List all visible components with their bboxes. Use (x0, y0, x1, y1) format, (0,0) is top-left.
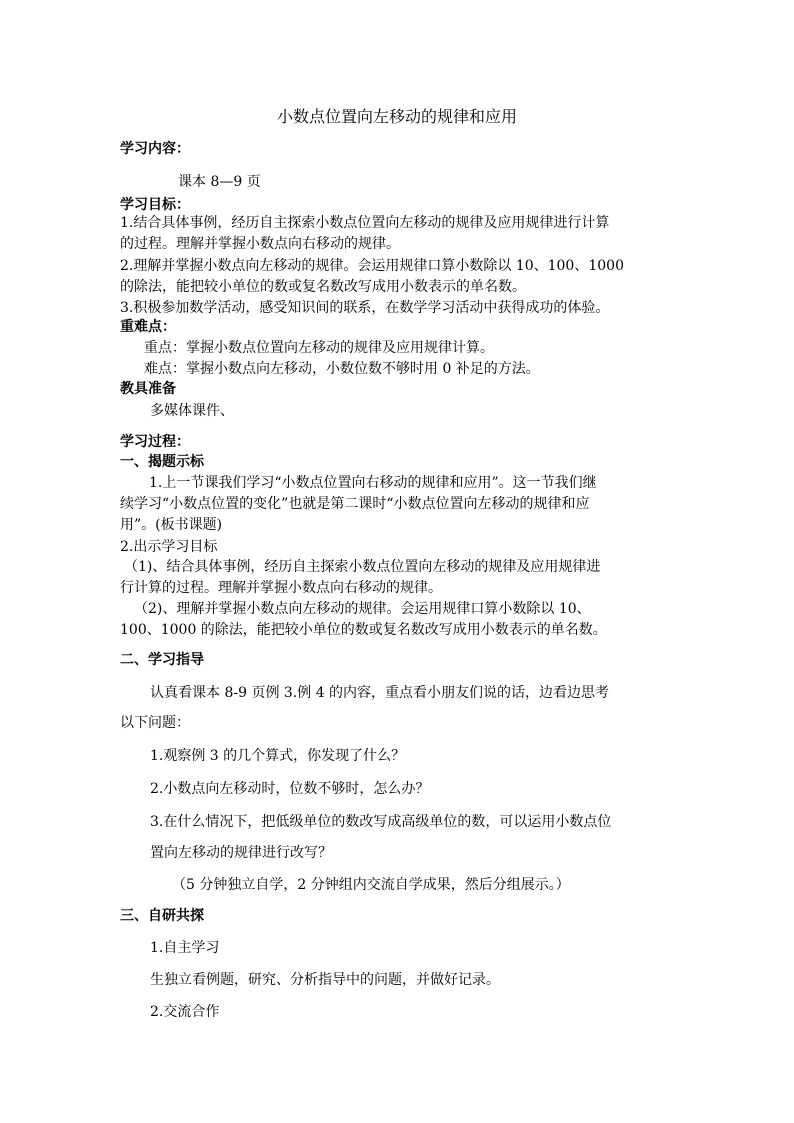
section-2-intro-line-1: 认真看课本 8-9 页例 3.例 4 的内容，重点看小朋友们说的话，边看边思考 (150, 685, 610, 701)
page-title: 小数点位置向左移动的规律和应用 (276, 107, 517, 126)
goal-1-line-2: 的过程。理解并掌握小数点向右移动的规律。 (120, 236, 400, 252)
section-2-heading: 二、学习指导 (120, 652, 204, 668)
section-2-question-3-line-2: 置向左移动的规律进行改写？ (150, 845, 332, 861)
section-3-item-2: 2.交流合作 (150, 1004, 220, 1020)
goal-2-line-1: 2.理解并掌握小数点向左移动的规律。会运用规律口算小数除以 10、100、1000 (120, 258, 624, 274)
section-1-goal-1-line-1: （1)、结合具体事例，经历自主探索小数点位置向左移动的规律及应用规律进 (124, 559, 601, 575)
section-2-question-3-line-1: 3.在什么情况下，把低级单位的数改写成高级单位的数，可以运用小数点位 (150, 814, 612, 830)
difficult-point: 难点：掌握小数点向左移动，小数位数不够时用 0 补足的方法。 (144, 361, 540, 377)
prep-heading: 教具准备 (120, 381, 176, 397)
keypoints-heading: 重难点： (120, 319, 176, 335)
section-2-note: （5 分钟独立自学，2 分钟组内交流自学成果，然后分组展示。） (172, 877, 570, 893)
goal-3: 3.积极参加数学活动，感受知识间的联系，在数学学习活动中获得成功的体验。 (120, 300, 610, 316)
process-heading: 学习过程： (120, 434, 190, 450)
goal-2-line-2: 的除法，能把较小单位的数或复名数改写成用小数表示的单名数。 (120, 279, 526, 295)
section-3-heading: 三、自研共探 (120, 908, 204, 924)
section-1-paragraph-line-3: 用”。(板书课题) (120, 517, 223, 533)
section-1-paragraph-line-1: 1.上一节课我们学习“小数点位置向右移动的规律和应用”。这一节我们继 (149, 475, 597, 491)
section-2-question-1: 1.观察例 3 的几个算式，你发现了什么？ (150, 748, 406, 764)
section-1-item-2: 2.出示学习目标 (120, 539, 218, 555)
goal-1-line-1: 1.结合具体事例，经历自主探索小数点位置向左移动的规律及应用规律进行计算 (120, 215, 610, 231)
section-3-item-1: 1.自主学习 (150, 940, 220, 956)
section-3-item-1-text: 生独立看例题，研究、分析指导中的问题，并做好记录。 (150, 972, 500, 988)
section-2-question-2: 2.小数点向左移动时，位数不够时，怎么办？ (150, 781, 430, 797)
goals-heading: 学习目标： (120, 197, 190, 213)
section-1-goal-2-line-2: 100、1000 的除法，能把较小单位的数或复名数改写成用小数表示的单名数。 (120, 622, 607, 638)
section-1-heading: 一、揭题示标 (120, 454, 204, 470)
section-2-intro-line-2: 以下问题： (120, 715, 190, 731)
section-1-paragraph-line-2: 续学习“小数点位置的变化”也就是第二课时“小数点位置向左移动的规律和应 (120, 496, 590, 512)
section-1-goal-1-line-2: 行计算的过程。理解并掌握小数点向右移动的规律。 (120, 580, 442, 596)
section-1-goal-2-line-1: （2)、理解并掌握小数点向左移动的规律。会运用规律口算小数除以 10、 (134, 601, 591, 617)
prep-text: 多媒体课件、 (150, 403, 234, 419)
content-text: 课本 8—9 页 (178, 174, 261, 190)
content-heading: 学习内容： (120, 141, 190, 157)
key-point: 重点：掌握小数点位置向左移动的规律及应用规律计算。 (144, 340, 494, 356)
